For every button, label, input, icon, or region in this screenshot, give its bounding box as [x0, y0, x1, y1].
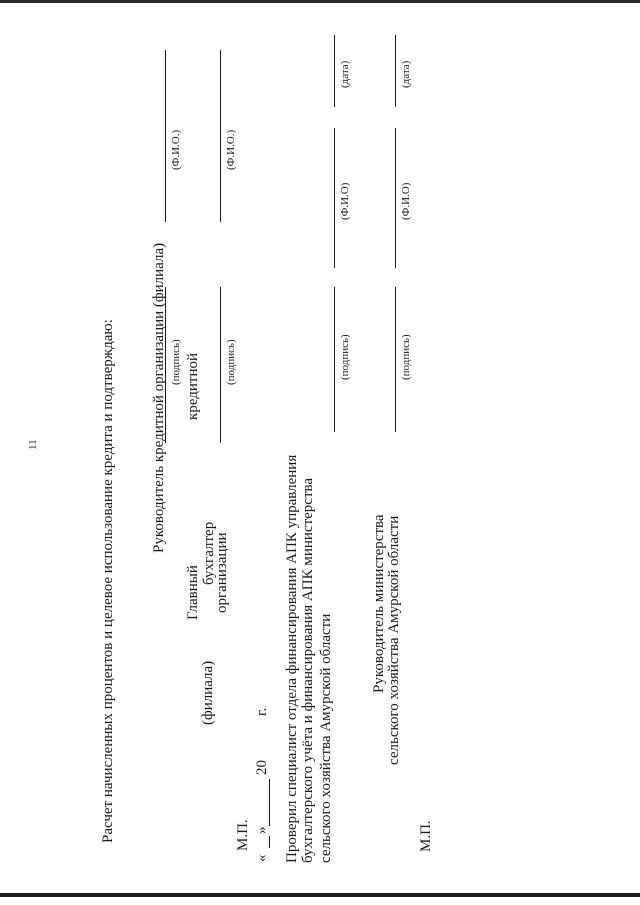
checker-date-line [334, 35, 335, 107]
minister-name-line [395, 128, 396, 268]
checker-name-line [334, 128, 335, 268]
checker-line-1: Проверил специалист отдела финансирования АПК управления [284, 454, 300, 863]
minister-date-line [395, 35, 396, 107]
minister-signature-line [395, 287, 396, 432]
checker-line-3: сельского хозяйства Амурской области [318, 613, 334, 863]
checker-signature-caption: (подпись) [339, 334, 351, 380]
checker-name-caption: (Ф.И.О) [339, 182, 351, 220]
chief-accountant-signature-line [220, 287, 221, 443]
checker-date-caption: (дата) [339, 60, 351, 88]
chief-accountant-name-caption: (Ф.И.О.) [225, 129, 237, 170]
date-year-prefix: 20 [254, 760, 270, 775]
checker-signature-line [334, 287, 335, 432]
chief-accountant-word-4: организации [214, 532, 230, 613]
minister-line-2: сельского хозяйства Амурской области [386, 515, 402, 765]
date-month-blank [269, 779, 270, 826]
date-day-blank [269, 836, 270, 848]
minister-date-caption: (дата) [400, 60, 412, 88]
bank-head-signature-line [165, 287, 166, 443]
intro-text: Расчет начисленных процентов и целевое использование кредита и подтверждаю: [100, 319, 116, 843]
stamp-1: М.П. [235, 819, 251, 851]
date-year-suffix: г. [254, 707, 270, 716]
chief-accountant-word-2-alt: бухгалтер [201, 521, 217, 585]
chief-accountant-word-3: кредитной [185, 352, 201, 420]
chief-accountant-signature-caption: (подпись) [225, 339, 237, 385]
chief-accountant-word-1: Главный [185, 565, 201, 620]
chief-accountant-name-line [220, 50, 221, 222]
page-number: 11 [27, 439, 39, 450]
minister-name-caption: (Ф.И.О) [400, 182, 412, 220]
bank-head-label: Руководитель кредитной организации (филиала) [151, 242, 167, 553]
checker-line-2: бухгалтерского учёта и финансирования АПК министерства [300, 477, 316, 863]
bank-head-name-caption: (Ф.И.О.) [170, 129, 182, 170]
date-open-quote: « [254, 854, 270, 862]
bank-head-name-line [165, 50, 166, 222]
date-close-quote: » [254, 826, 270, 834]
minister-signature-caption: (подпись) [400, 334, 412, 380]
stamp-2: М.П. [418, 820, 434, 852]
chief-accountant-line-2: (филиала) [200, 660, 216, 725]
bank-head-signature-caption: (подпись) [170, 339, 182, 385]
minister-line-1: Руководитель министерства [371, 514, 387, 693]
